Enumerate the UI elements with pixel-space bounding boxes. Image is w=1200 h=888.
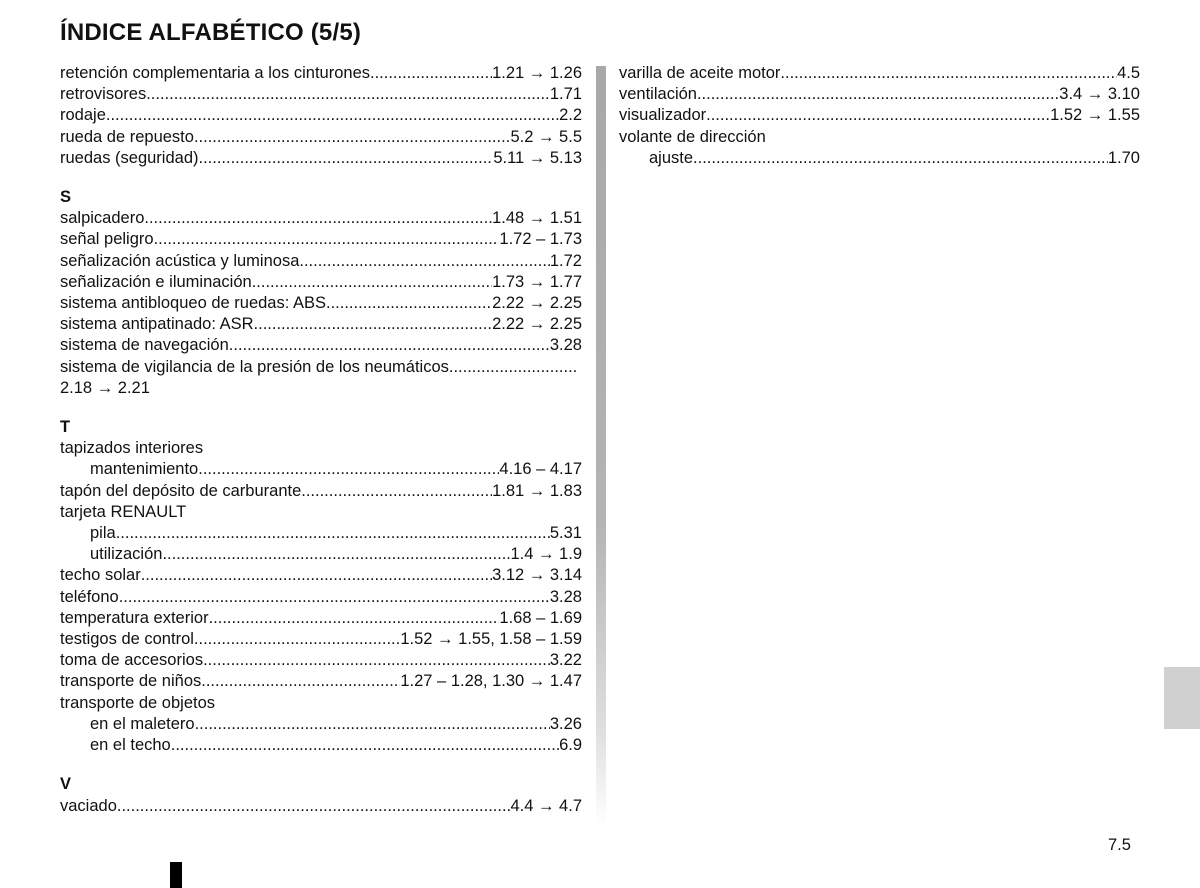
index-entry: varilla de aceite motor ..... 4.5 <box>619 63 1140 84</box>
index-entry-heading: tarjeta RENAULT <box>60 502 187 521</box>
index-entry: testigos de control ..... 1.52 → 1.55, 1.58 – 1.59 <box>60 629 582 650</box>
index-entry: retención complementaria a los cinturones ..... 1.21 → 1.26 <box>60 63 582 84</box>
index-column-left <box>60 63 582 817</box>
index-entry: visualizador ..... 1.52 → 1.55 <box>619 105 1140 126</box>
index-subentry: en el maletero ..... 3.26 <box>60 714 582 735</box>
index-entry: sistema antibloqueo de ruedas: ABS ..... 2.22 → 2.25 <box>60 293 582 314</box>
index-entry-heading: transporte de objetos <box>60 693 216 712</box>
index-subentry: mantenimiento ..... 4.16 – 4.17 <box>60 459 582 480</box>
index-entry: temperatura exterior ..... 1.68 – 1.69 <box>60 608 582 629</box>
index-entry-wrapped: sistema de vigilancia de la presión de los neumáticos ..... <box>60 357 582 378</box>
index-entry: sistema antipatinado: ASR ..... 2.22 → 2.25 <box>60 314 582 335</box>
index-subentry: pila ..... 5.31 <box>60 523 582 544</box>
page-number: 7.5 <box>1108 836 1131 854</box>
chapter-tab <box>1164 667 1200 729</box>
index-entry: ventilación ..... 3.4 → 3.10 <box>619 84 1140 105</box>
section-letter-v: V <box>60 775 72 794</box>
index-entry: rueda de repuesto ..... 5.2 → 5.5 <box>60 127 582 148</box>
index-entry: tapón del depósito de carburante ..... 1.81 → 1.83 <box>60 481 582 502</box>
crop-mark <box>170 862 182 888</box>
index-entry-heading: tapizados interiores <box>60 439 204 458</box>
index-entry-ref: 2.18 → 2.21 <box>60 378 150 397</box>
index-subentry: en el techo ..... 6.9 <box>60 735 582 756</box>
index-entry: vaciado ..... 4.4 → 4.7 <box>60 796 582 817</box>
index-entry-heading: volante de dirección <box>619 127 766 146</box>
index-entry: transporte de niños ..... 1.27 – 1.28, 1.30 → 1.47 <box>60 671 582 692</box>
index-entry: techo solar ..... 3.12 → 3.14 <box>60 565 582 586</box>
column-divider <box>596 66 606 826</box>
index-entry: rodaje ..... 2.2 <box>60 105 582 126</box>
index-entry: retrovisores ..... 1.71 <box>60 84 582 105</box>
index-subentry: utilización ..... 1.4 → 1.9 <box>60 544 582 565</box>
index-column-right <box>619 63 1140 169</box>
index-entry: señalización e iluminación ..... 1.73 → 1.77 <box>60 272 582 293</box>
index-entry: sistema de navegación ..... 3.28 <box>60 335 582 356</box>
index-entry: teléfono ..... 3.28 <box>60 587 582 608</box>
index-entry: ruedas (seguridad) ..... 5.11 → 5.13 <box>60 148 582 169</box>
section-letter-t: T <box>60 418 71 437</box>
index-entry: toma de accesorios ..... 3.22 <box>60 650 582 671</box>
index-entry: señalización acústica y luminosa ..... 1.72 <box>60 251 582 272</box>
index-entry: salpicadero ..... 1.48 → 1.51 <box>60 208 582 229</box>
index-subentry: ajuste ..... 1.70 <box>619 148 1140 169</box>
index-entry: señal peligro ..... 1.72 – 1.73 <box>60 229 582 250</box>
page-title: ÍNDICE ALFABÉTICO (5/5) <box>60 19 362 46</box>
section-letter-s: S <box>60 188 72 207</box>
